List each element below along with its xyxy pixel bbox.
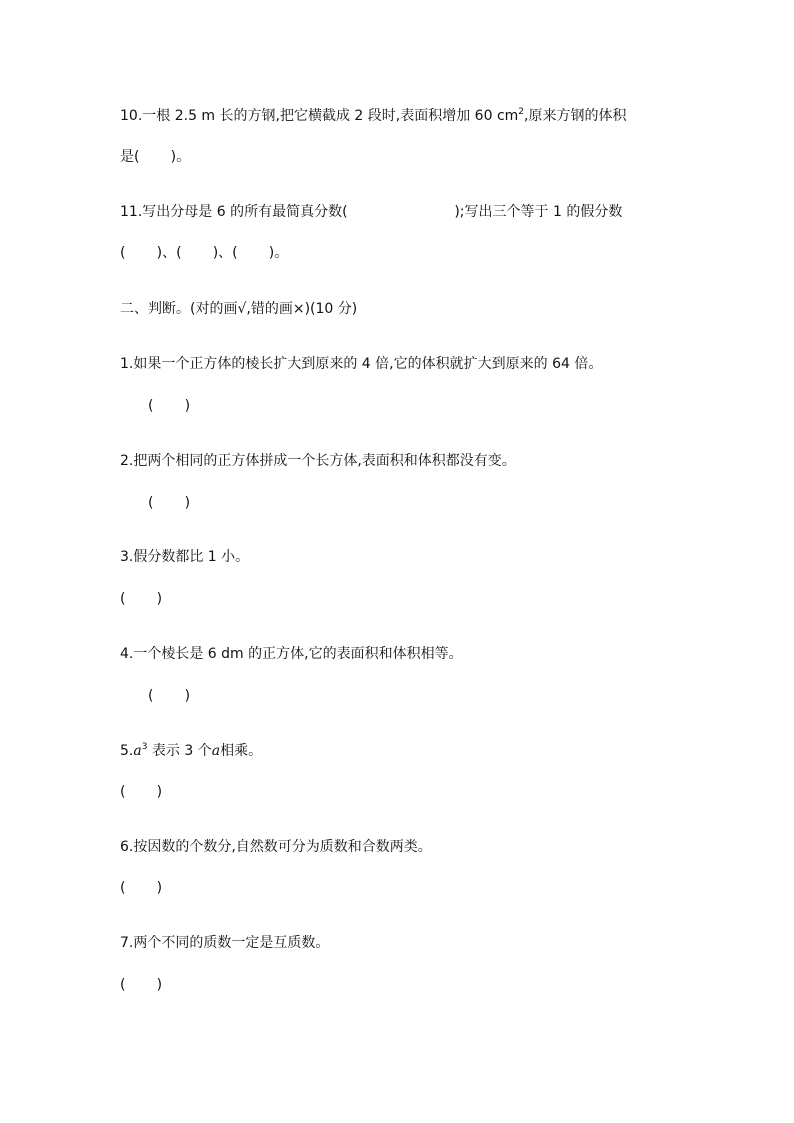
question-11-line-2: ( )、( )、( )。 (120, 245, 289, 261)
judge-item-3-answer: ( ) (120, 591, 163, 607)
judge-item-4-answer: ( ) (148, 688, 191, 704)
judge-item-2: 2.把两个相同的正方体拼成一个长方体,表面积和体积都没有变。 (120, 453, 516, 469)
judge-item-5-mid: 表示 3 个 (147, 743, 212, 759)
judge-item-5-number: 5. (120, 743, 134, 759)
judge-item-7: 7.两个不同的质数一定是互质数。 (120, 935, 330, 951)
judge-item-1: 1.如果一个正方体的棱长扩大到原来的 4 倍,它的体积就扩大到原来的 64 倍。 (120, 356, 603, 372)
variable-a-2: a (211, 743, 221, 759)
judge-item-4: 4.一个棱长是 6 dm 的正方体,它的表面积和体积相等。 (120, 646, 463, 662)
question-10-line-1 (120, 106, 626, 126)
judge-item-5-end: 相乘。 (220, 743, 263, 759)
question-10-line-2: 是( )。 (120, 149, 191, 165)
judge-item-6-answer: ( ) (120, 880, 163, 896)
judge-item-6: 6.按因数的个数分,自然数可分为质数和合数两类。 (120, 839, 432, 855)
judge-item-1-answer: ( ) (148, 398, 191, 414)
variable-a: a (133, 743, 142, 759)
judge-item-5-answer: ( ) (120, 784, 163, 800)
q10-superscript: 2 (518, 107, 525, 117)
judge-item-3: 3.假分数都比 1 小。 (120, 549, 250, 565)
judge-item-2-answer: ( ) (148, 495, 191, 511)
question-11-line-1: 11.写出分母是 6 的所有最简真分数( );写出三个等于 1 的假分数 (120, 204, 623, 220)
q10-text-part2: ,原来方钢的体积 (524, 108, 627, 124)
exponent: 3 (141, 742, 148, 752)
judge-item-5 (120, 741, 262, 761)
judge-item-7-answer: ( ) (120, 977, 163, 993)
q10-text-part1: 10.一根 2.5 m 长的方钢,把它横截成 2 段时,表面积增加 60 cm (120, 108, 519, 124)
section-2-heading: 二、判断。(对的画√,错的画×)(10 分) (120, 301, 358, 317)
